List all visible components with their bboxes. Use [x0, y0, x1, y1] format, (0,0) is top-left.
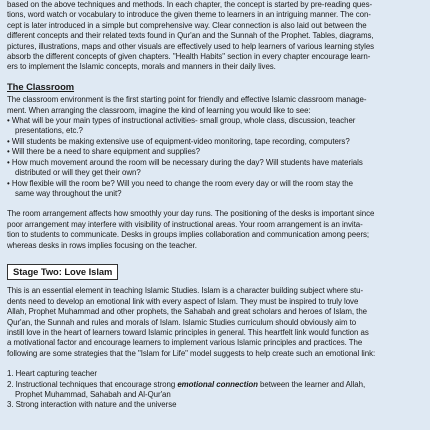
- intro-line: cept is later introduced in a simple but comprehensive way. Clear connection is also laid out between the: [7, 20, 367, 30]
- stage-two-line: Qur'an, the Sunnah and rules and morals of Islam. Islamic Studies curriculum should obviously aim to: [7, 317, 357, 327]
- stage-two-line: This is an essential element in teaching Islamic Studies. Islam is a character building subject where stu-: [7, 286, 364, 296]
- bullet-continuation: distributed or will they get their own?: [15, 168, 141, 178]
- stage-two-line: Allah, Prophet Muhammad and other prophets, the Sahabah and great scholars and heroes of Islam, the: [7, 307, 368, 317]
- intro-line: based on the above techniques and methods. In each chapter, the concept is started by pre-reading ques-: [7, 0, 373, 9]
- closing-line: poor arrangement may interfere with visibility of instructional areas. Your room arrangement is an invita-: [7, 219, 363, 229]
- classroom-closing-paragraph: [7, 209, 424, 251]
- strategy-item-text: between the learner and Allah,: [257, 379, 366, 389]
- bullet-item: [7, 116, 424, 137]
- strategy-item: [7, 380, 424, 390]
- bullet-item: [7, 179, 424, 200]
- intro-line: pictures, illustrations, maps and other visuals are effectively used to help learners of various learning styles: [7, 41, 375, 51]
- closing-line: whereas desks in rows implies focusing on the teacher.: [7, 240, 197, 250]
- bullet-text: • What will be your main types of instructional activities- small group, whole class, discussion, teacher: [7, 116, 356, 126]
- emphasis-text: emotional connection: [177, 379, 258, 389]
- bullet-text: • How flexible will the room be? Will you need to change the room every day or will the room stay the: [7, 178, 353, 188]
- stage-two-heading-box-wrap: [7, 258, 424, 286]
- stage-two-heading: Stage Two: Love Islam: [7, 264, 118, 280]
- intro-line: tions, word watch or vocabulary to introduce the given theme to learners in an intriguing manner. The con-: [7, 10, 371, 20]
- closing-line: The room arrangement affects how smoothly your day runs. The positioning of the desks is important since: [7, 209, 375, 219]
- intro-line: different concepts and their related texts found in Qur'an and the Sunnah of the Prophet. Tables, diagrams,: [7, 31, 374, 41]
- classroom-bullet-list: [7, 116, 424, 199]
- stage-two-line: instill love in the heart of learners toward Islamic principles in general. This heartfelt link would function as: [7, 327, 369, 337]
- bullet-text: • How much movement around the room will be necessary during the day? Will students have materials: [7, 157, 363, 167]
- intro-line: ers to implement the Islamic concepts, morals and manners in their daily lives.: [7, 62, 276, 72]
- bullet-continuation: same way throughout the unit?: [15, 188, 122, 198]
- paragraph-gap: [7, 199, 424, 209]
- classroom-heading: The Classroom: [7, 80, 75, 92]
- classroom-intro: [7, 95, 424, 116]
- bullet-item: [7, 137, 424, 147]
- strategy-item-continuation: Prophet Muhammad, Sahabah and Al-Qur'an: [15, 390, 171, 399]
- strategy-list: [7, 369, 424, 411]
- bullet-text: • Will students be making extensive use of equipment-video monitoring, tape recording, computers?: [7, 136, 350, 146]
- classroom-intro-line: The classroom environment is the first starting point for friendly and effective Islamic classroom manage-: [7, 95, 367, 105]
- strategy-item: 1. Heart capturing teacher: [7, 369, 97, 379]
- strategy-item-text: 2. Instructional techniques that encourage strong: [7, 379, 178, 389]
- classroom-intro-line: ment. When arranging the classroom, imagine the kind of learning you would like to see:: [7, 105, 311, 115]
- stage-two-line: a motivational factor and encourage learners to implement various Islamic principles and practices. The: [7, 338, 363, 348]
- stage-two-line: dents need to develop an emotional link with every aspect of Islam. They must be inspired to truly love: [7, 296, 359, 306]
- intro-line: absorb the different concepts of given chapters. "Health Habits" section in every chapter encourage learn-: [7, 52, 371, 62]
- paragraph-gap: [7, 359, 424, 369]
- intro-paragraph: [7, 0, 424, 73]
- bullet-continuation: presentations, etc.?: [15, 126, 83, 136]
- stage-two-line: following are some strategies that the "Islam for Life" model suggests to help create such an emotional link:: [7, 348, 376, 358]
- stage-two-paragraph: [7, 286, 424, 359]
- bullet-text: • Will there be a need to share equipment and supplies?: [7, 147, 201, 157]
- bullet-item: [7, 158, 424, 179]
- bullet-item: [7, 147, 424, 157]
- closing-line: tion to students to communicate. Desks in groups implies collaboration and communication among peers;: [7, 230, 370, 240]
- strategy-item: 3. Strong interaction with nature and the universe: [7, 400, 177, 410]
